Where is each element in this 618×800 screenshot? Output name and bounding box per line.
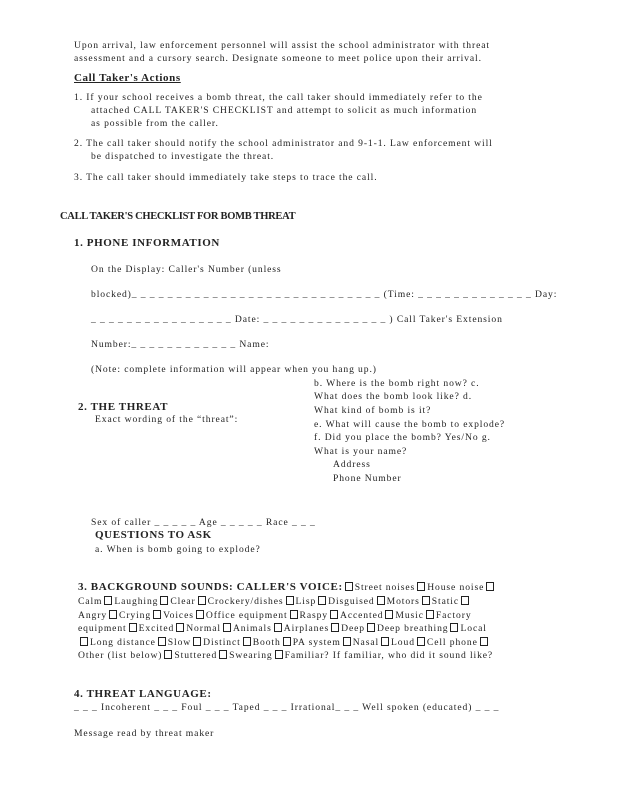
action-3: 3. The call taker should immediately take steps to trace the call. — [74, 172, 378, 183]
question-e: e. What will cause the bomb to explode? — [314, 419, 506, 430]
question-f: f. Did you place the bomb? Yes/No g. — [314, 432, 491, 443]
checkbox[interactable] — [417, 582, 425, 591]
question-c: What does the bomb look like? d. — [314, 391, 473, 402]
option-label: Calm — [78, 596, 103, 607]
threat-language-heading: 4. THREAT LANGUAGE: — [74, 688, 212, 700]
checkbox[interactable] — [219, 650, 227, 659]
checkbox[interactable] — [422, 596, 430, 605]
option-label: House noise — [427, 582, 485, 593]
checkbox[interactable] — [176, 623, 184, 632]
checkbox[interactable] — [275, 650, 283, 659]
option-label: Clear — [170, 596, 196, 607]
action-2-line-2: be dispatched to investigate the threat. — [91, 151, 275, 162]
action-1-line-3: as possible from the caller. — [91, 118, 219, 129]
option-label: Slow — [167, 637, 192, 648]
checkbox[interactable] — [164, 650, 172, 659]
background-line-2 — [78, 610, 472, 622]
option-label: Crying — [119, 610, 152, 621]
checkbox[interactable] — [385, 610, 393, 619]
checkbox[interactable] — [318, 596, 326, 605]
background-line-0 — [78, 581, 496, 594]
option-label: Deep — [341, 623, 365, 634]
question-phone-number: Phone Number — [333, 473, 402, 484]
checkbox[interactable] — [381, 637, 389, 646]
checkbox[interactable] — [129, 623, 137, 632]
threat-language-options: _ _ _ Incoherent _ _ _ Foul _ _ _ Taped _ _ _ Irrational_ _ _ Well spoken (educated) _ _ _ — [74, 702, 500, 713]
question-address: Address — [333, 459, 371, 470]
question-g: What is your name? — [314, 446, 408, 457]
checkbox[interactable] — [198, 596, 206, 605]
option-label: Loud — [391, 637, 415, 648]
number-name-line: Number:_ _ _ _ _ _ _ _ _ _ _ _ Name: — [91, 339, 270, 350]
option-label: Raspy — [299, 610, 328, 621]
option-label: Animals — [232, 623, 272, 634]
checkbox[interactable] — [286, 596, 294, 605]
checkbox[interactable] — [450, 623, 458, 632]
action-1-line-1: 1. If your school receives a bomb threat, the call taker should immediately refer to the — [74, 92, 483, 103]
date-extension-line: _ _ _ _ _ _ _ _ _ _ _ _ _ _ _ _ Date: _ _ _ _ _ _ _ _ _ _ _ _ _ _ ) Call Taker's Extension — [91, 314, 503, 325]
checkbox[interactable] — [426, 610, 434, 619]
option-label: Cell phone — [426, 637, 478, 648]
option-label: Street noises — [354, 582, 416, 593]
threat-heading: 2. THE THREAT — [78, 401, 169, 413]
option-label: equipment — [78, 623, 127, 634]
call-takers-actions-heading: Call Taker's Actions — [74, 72, 181, 84]
caller-demographics-line: Sex of caller _ _ _ _ _ Age _ _ _ _ _ Race _ _ _ — [91, 517, 316, 528]
action-1-line-2: attached CALL TAKER'S CHECKLIST and attempt to solicit as much information — [91, 105, 478, 116]
question-b: b. Where is the bomb right now? c. — [314, 378, 480, 389]
phone-information-heading: 1. PHONE INFORMATION — [74, 237, 220, 249]
checkbox[interactable] — [486, 582, 494, 591]
background-line-1 — [78, 596, 471, 608]
checklist-title: CALL TAKER'S CHECKLIST FOR BOMB THREAT — [60, 211, 296, 222]
display-line: On the Display: Caller's Number (unless — [91, 264, 282, 275]
checkbox[interactable] — [417, 637, 425, 646]
option-label: Office equipment — [205, 610, 288, 621]
option-label: Booth — [252, 637, 281, 648]
checkbox[interactable] — [290, 610, 298, 619]
option-label: Deep breathing — [377, 623, 449, 634]
intro-line-1: Upon arrival, law enforcement personnel will assist the school administrator with threat — [74, 40, 490, 51]
option-label: Local — [460, 623, 487, 634]
checkbox[interactable] — [109, 610, 117, 619]
option-label: Familiar? If familiar, who did it sound like? — [284, 650, 494, 661]
checkbox[interactable] — [274, 623, 282, 632]
checkbox[interactable] — [196, 610, 204, 619]
option-label: Stuttered — [174, 650, 218, 661]
option-label: Music — [395, 610, 424, 621]
blocked-time-day-line: blocked)_ _ _ _ _ _ _ _ _ _ _ _ _ _ _ _ _ _ _ _ _ _ _ _ _ _ _ _ (Time: _ _ _ _ _ _ _ _ _ _ _ _ _ Day: — [91, 289, 558, 300]
checkbox[interactable] — [158, 637, 166, 646]
checkbox[interactable] — [243, 637, 251, 646]
intro-line-2: assessment and a cursory search. Designate someone to meet police upon their arrival. — [74, 53, 482, 64]
option-label: Laughing — [114, 596, 159, 607]
option-label: Airplanes — [283, 623, 330, 634]
checkbox[interactable] — [193, 637, 201, 646]
option-label: Normal — [186, 623, 221, 634]
checkbox[interactable] — [330, 610, 338, 619]
checkbox[interactable] — [223, 623, 231, 632]
checkbox[interactable] — [331, 623, 339, 632]
exact-wording-label: Exact wording of the “threat”: — [95, 414, 239, 425]
background-sounds-heading: 3. BACKGROUND SOUNDS: CALLER'S VOICE: — [78, 581, 343, 593]
phone-note: (Note: complete information will appear when you hang up.) — [91, 364, 377, 375]
questions-to-ask-heading: QUESTIONS TO ASK — [95, 529, 212, 541]
checkbox[interactable] — [80, 637, 88, 646]
option-label: PA system — [292, 637, 341, 648]
checkbox[interactable] — [345, 582, 353, 591]
question-a: a. When is bomb going to explode? — [95, 544, 261, 555]
checkbox[interactable] — [461, 596, 469, 605]
option-label: Swearing — [229, 650, 273, 661]
checkbox[interactable] — [160, 596, 168, 605]
checkbox[interactable] — [283, 637, 291, 646]
checkbox[interactable] — [153, 610, 161, 619]
background-line-3 — [78, 623, 487, 635]
background-line-5 — [78, 650, 493, 662]
option-label: Static — [431, 596, 460, 607]
option-label: Factory — [435, 610, 472, 621]
option-label: Voices — [163, 610, 194, 621]
option-label: Nasal — [352, 637, 380, 648]
checkbox[interactable] — [104, 596, 112, 605]
checkbox[interactable] — [367, 623, 375, 632]
checkbox[interactable] — [343, 637, 351, 646]
option-label: Motors — [386, 596, 420, 607]
option-label: Long distance — [90, 637, 156, 648]
checkbox[interactable] — [377, 596, 385, 605]
option-label: Accented — [340, 610, 384, 621]
option-label: Distinct — [203, 637, 241, 648]
action-2-line-1: 2. The call taker should notify the school administrator and 9-1-1. Law enforcement will — [74, 138, 493, 149]
option-label: Lisp — [295, 596, 317, 607]
option-label: Excited — [138, 623, 175, 634]
option-label: Disguised — [328, 596, 375, 607]
option-label: Other (list below) — [78, 650, 163, 661]
message-read-label: Message read by threat maker — [74, 728, 215, 739]
option-label: Crockery/dishes — [207, 596, 284, 607]
question-d: What kind of bomb is it? — [314, 405, 432, 416]
background-line-4 — [78, 637, 490, 649]
option-label: Angry — [78, 610, 108, 621]
checkbox[interactable] — [480, 637, 488, 646]
